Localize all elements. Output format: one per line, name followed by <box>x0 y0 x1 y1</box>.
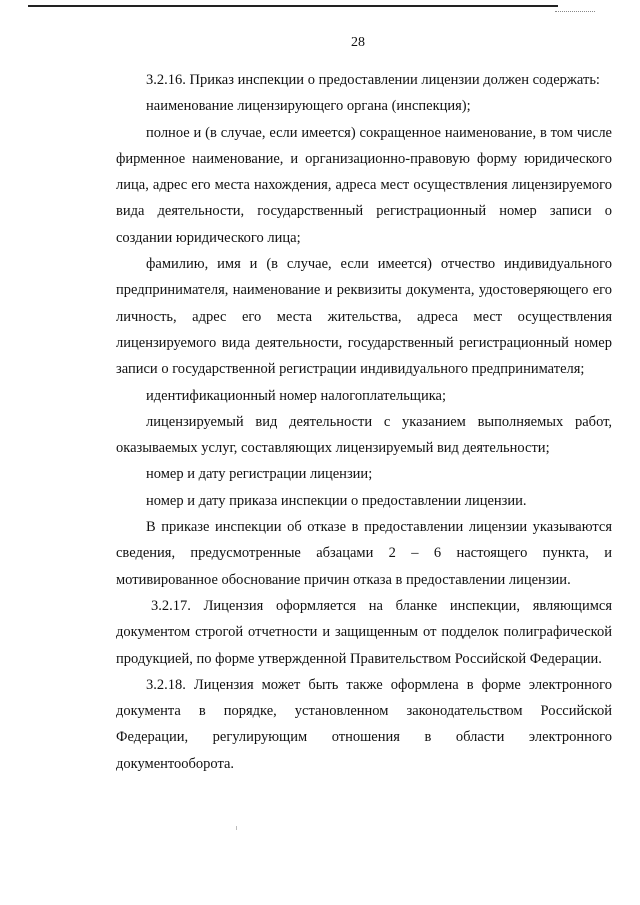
paragraph-entrepreneur-details: фамилию, имя и (в случае, если имеется) отчество индивидуального предпринимателя, наименование и реквизиты документа, удостоверяющего его личность, адрес его места жительства, адреса мест осуществления лицензируемого вида деятельности, государственный регистрационный номер записи о государственной регистрации индивидуального предпринимателя; <box>116 256 612 378</box>
scan-artifact <box>236 826 237 830</box>
paragraph-legal-entity-details: полное и (в случае, если имеется) сокращенное наименование, в том числе фирменное наименование, и организационно-правовую форму юридического лица, адрес его места нахождения, адреса мест осуществления лицензируемого вида деятельности, государственный регистрационный номер записи о создании юридического лица; <box>116 124 612 246</box>
paragraph-order-number-date: номер и дату приказа инспекции о предоставлении лицензии. <box>146 492 527 509</box>
paragraph-licensed-activity: лицензируемый вид деятельности с указанием выполняемых работ, оказываемых услуг, составляющих лицензируемый вид деятельности; <box>116 413 612 457</box>
paragraph-3-2-17: 3.2.17. Лицензия оформляется на бланке инспекции, являющимся документом строгой отчетности и защищенным от подделок полиграфической продукцией, по форме утвержденной Правительством Российской Федерации. <box>116 597 612 667</box>
paragraph-refusal-order: В приказе инспекции об отказе в предоставлении лицензии указываются сведения, предусмотренные абзацами 2 – 6 настоящего пункта, и мотивированное обоснование причин отказа в предоставлении лицензии. <box>116 519 612 588</box>
paragraph-taxpayer-id: идентификационный номер налогоплательщика; <box>146 387 447 404</box>
top-border-line <box>28 5 558 7</box>
paragraph-license-registration: номер и дату регистрации лицензии; <box>146 466 373 483</box>
paragraph-3-2-18: 3.2.18. Лицензия может быть также оформлена в форме электронного документа в порядке, установленном законодательством Российской Федерации, регулирующим отношения в области электронного документооборота. <box>116 676 612 772</box>
paragraph-3-2-16-heading: 3.2.16. Приказ инспекции о предоставлении лицензии должен содержать: <box>146 72 600 88</box>
paragraph-licensing-body-name: наименование лицензирующего органа (инспекция); <box>146 98 471 115</box>
page-number: 28 <box>351 35 365 50</box>
page-body <box>116 67 612 777</box>
top-border-fade <box>555 11 595 12</box>
